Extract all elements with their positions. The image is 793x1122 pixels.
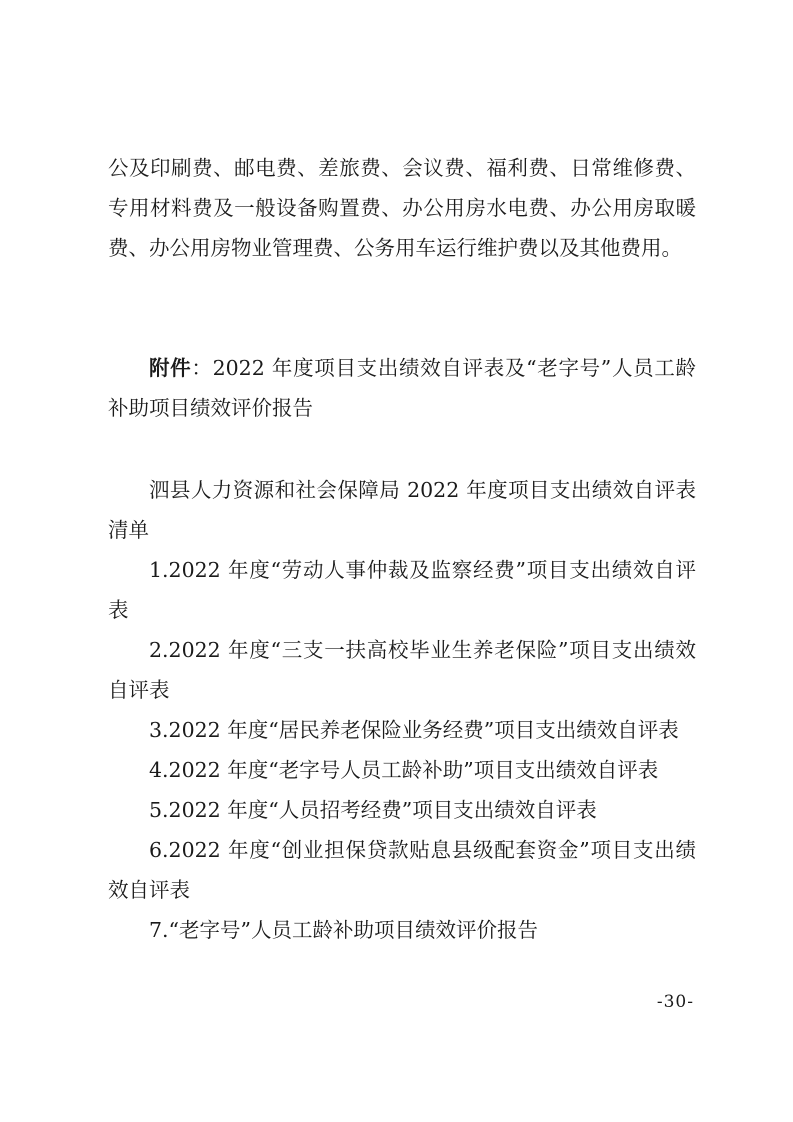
continuation-paragraph: 公及印刷费、邮电费、差旅费、会议费、福利费、日常维修费、专用材料费及一般设备购置费、办公用房水电费、办公用房取暖费、办公用房物业管理费、公务用车运行维护费以及其他费用。 [108, 156, 696, 260]
list-item: 2.2022 年度“三支一扶高校毕业生养老保险”项目支出绩效自评表 [108, 638, 696, 702]
attachment-section [108, 348, 696, 428]
attachment-text: 2022 年度项目支出绩效自评表及“老字号”人员工龄补助项目绩效评价报告 [108, 356, 697, 420]
list-item: 1.2022 年度“劳动人事仲裁及监察经费”项目支出绩效自评表 [108, 558, 696, 622]
list-item: 7.“老字号”人员工龄补助项目绩效评价报告 [149, 918, 539, 942]
continuation-section [108, 148, 696, 268]
list-item: 3.2022 年度“居民养老保险业务经费”项目支出绩效自评表 [149, 718, 679, 742]
attachment-label: 附件 [149, 356, 192, 380]
list-item: 5.2022 年度“人员招考经费”项目支出绩效自评表 [149, 798, 597, 822]
list-item: 6.2022 年度“创业担保贷款贴息县级配套资金”项目支出绩效自评表 [108, 838, 696, 902]
list-section [108, 470, 696, 950]
list-item: 4.2022 年度“老字号人员工龄补助”项目支出绩效自评表 [149, 758, 659, 782]
attachment-paragraph [108, 348, 696, 428]
page-number: -30- [656, 992, 694, 1012]
attachment-colon: ： [191, 356, 213, 380]
list-title: 泗县人力资源和社会保障局 2022 年度项目支出绩效自评表清单 [108, 478, 696, 542]
